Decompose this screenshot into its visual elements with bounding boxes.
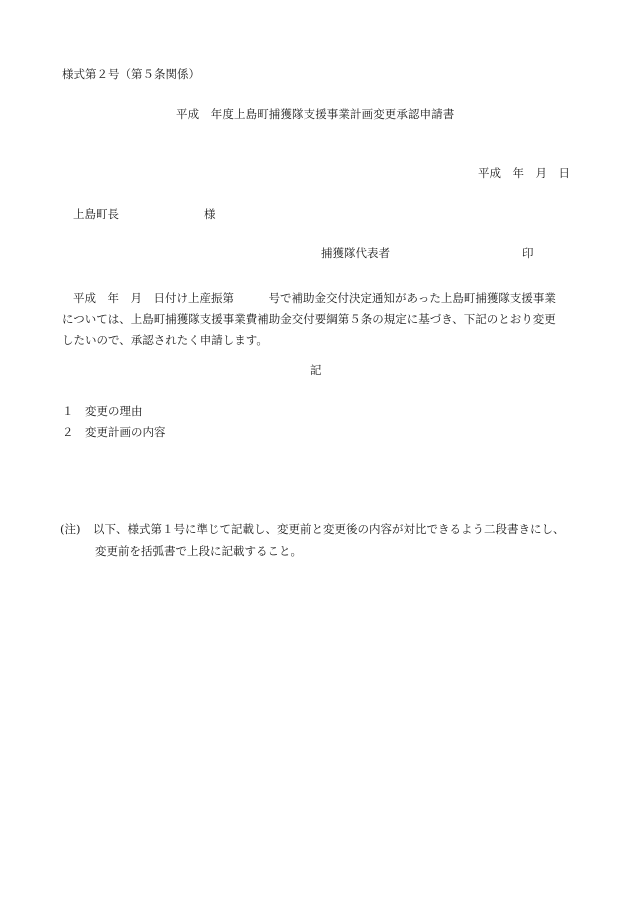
body-paragraph [62, 288, 578, 351]
date-line: 平成 年 月 日 [478, 166, 570, 180]
body-line: については、上島町捕獲隊支援事業費補助金交付要綱第５条の規定に基づき、下記のとおり変更 [62, 312, 556, 326]
note-label: (注) [60, 522, 81, 536]
body-line: 平成 年 月 日付け上産振第 号で補助金交付決定通知があった上島町捕獲隊支援事業 [73, 291, 556, 305]
list-item-plan-content: ２ 変更計画の内容 [62, 425, 166, 439]
document-title: 平成 年度上島町捕獲隊支援事業計画変更承認申請書 [176, 107, 455, 121]
representative-label: 捕獲隊代表者 [321, 246, 390, 260]
note-line: 変更前を括弧書で上段に記載すること。 [95, 544, 302, 558]
addressee-name: 上島町長 [73, 207, 119, 221]
seal-mark: 印 [522, 246, 534, 260]
list-item-reason: １ 変更の理由 [62, 404, 143, 418]
body-line: したいので、承認されたく申請します。 [62, 333, 268, 347]
addressee-honorific: 様 [204, 207, 216, 221]
ki-heading: 記 [310, 363, 322, 377]
form-number: 様式第２号（第５条関係） [62, 67, 200, 81]
note-line: 以下、様式第１号に準じて記載し、変更前と変更後の内容が対比できるよう二段書きにし、 [93, 522, 565, 536]
